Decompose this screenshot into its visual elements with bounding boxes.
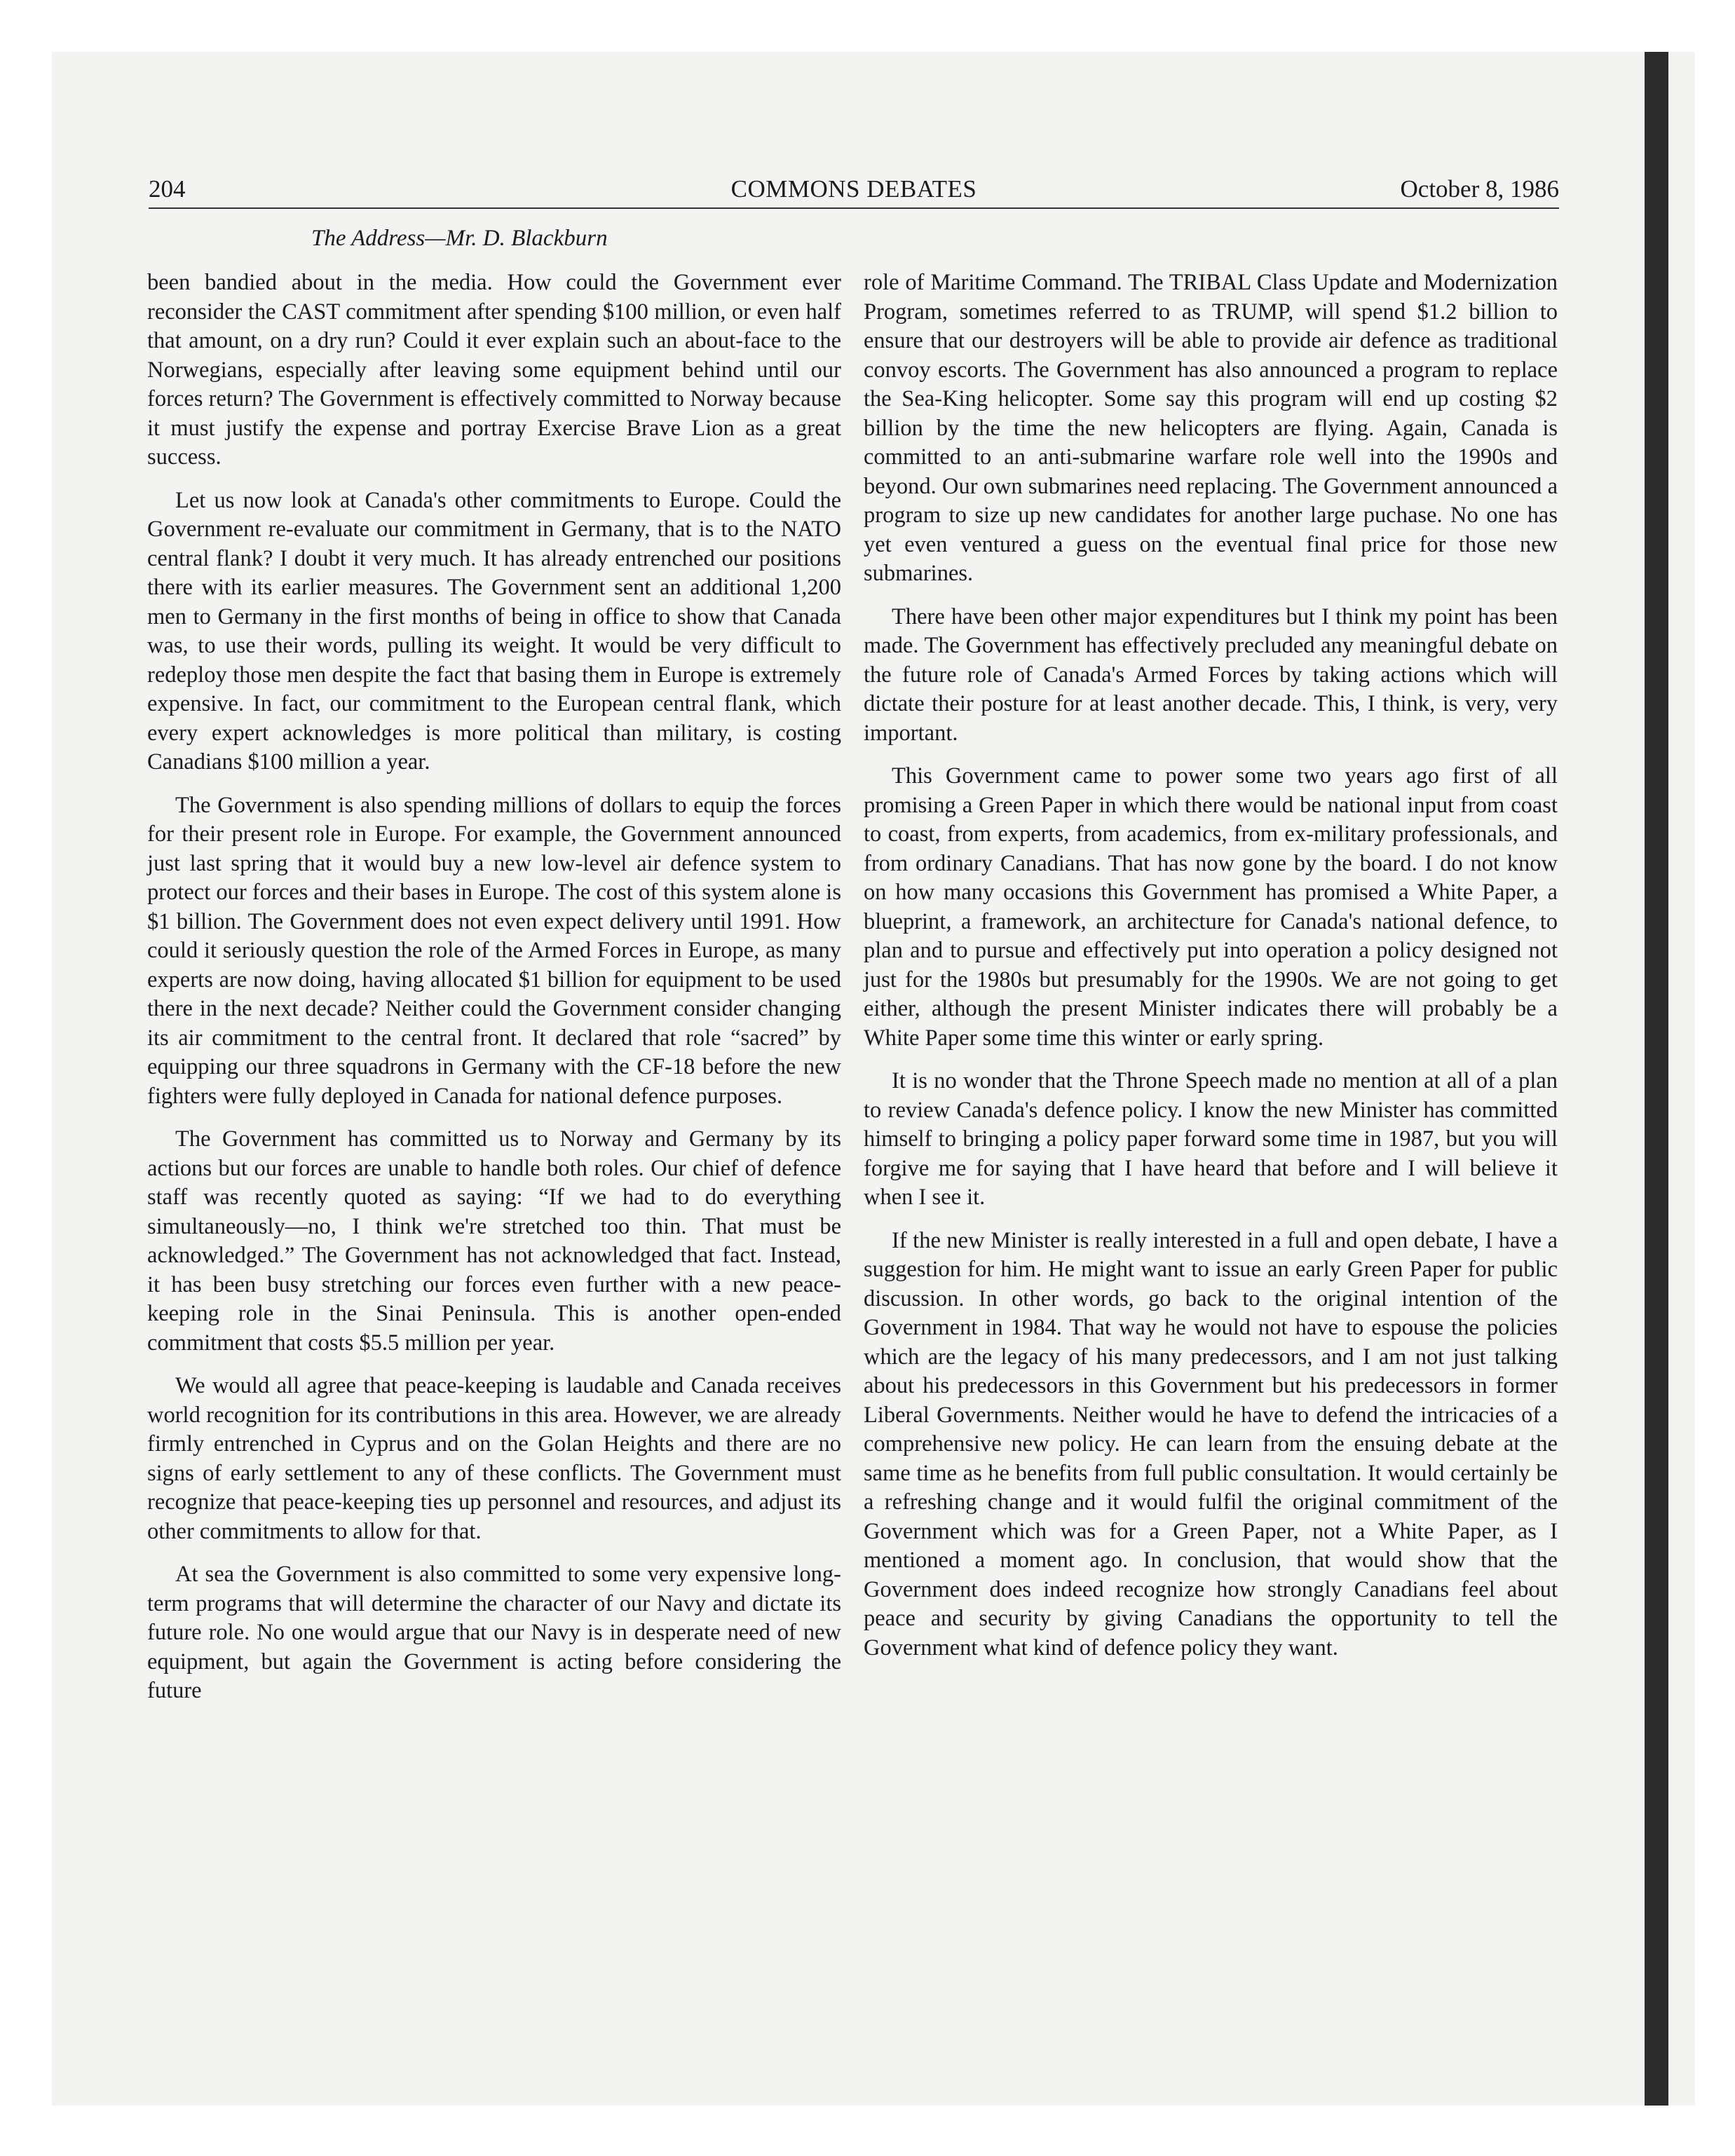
scan-edge-shadow — [1645, 52, 1668, 2106]
section-subheader: The Address—Mr. D. Blackburn — [311, 226, 608, 251]
paragraph: Let us now look at Canada's other commitments to Europe. Could the Government re-evaluate our commitment in Germany, that is to the NATO central flank? I doubt it very much. It has already entrenched our positions there with its earlier measures. The Government sent an additional 1,200 men to Germany in the first months of being in office to show that Canada was, to use their words, pulling its weight. It would be very difficult to redeploy those men despite the fact that basing them in Europe is extremely expensive. In fact, our commitment to the European central flank, which every expert acknowledges is more political than military, is costing Canadians $100 million a year. — [147, 487, 841, 775]
paragraph: been bandied about in the media. How could the Government ever reconsider the CAST commitment after spending $100 million, or even half that amount, on a dry run? Could it ever explain such an about-face to the Norwegians, especially after leaving some equipment behind until our forces return? The Government is effectively committed to Norway because it must justify the expense and portray Exercise Brave Lion as a great success. — [147, 270, 841, 470]
running-head — [149, 172, 1559, 209]
paragraph: The Government is also spending millions of dollars to equip the forces for their present role in Europe. For example, the Government announced just last spring that it would buy a new low-level air defence system to protect our forces and their bases in Europe. The cost of this system alone is $1 billion. The Government does not even expect delivery until 1991. How could it seriously question the role of the Armed Forces in Europe, as many experts are now doing, having allocated $1 billion for equipment to be used there in the next decade? Neither could the Government consider changing its air commitment to the central front. It declared that role “sacred” by equipping our three squadrons in Germany with the CF-18 before the new fighters were fully deployed in Canada for national defence purposes. — [147, 792, 841, 1109]
paragraph: We would all agree that peace-keeping is laudable and Canada receives world recognition for its contributions in this area. However, we are already firmly entrenched in Cyprus and on the Golan Heights and there are no signs of early settlement to any of these conflicts. The Government must recognize that peace-keeping ties up personnel and resources, and adjust its other commitments to allow for that. — [147, 1373, 841, 1544]
paragraph: There have been other major expenditures but I think my point has been made. The Government has effectively precluded any meaningful debate on the future role of Canada's Armed Forces by taking actions which will dictate their posture for at least another decade. This, I think, is very, very important. — [864, 603, 1558, 746]
paragraph: The Government has committed us to Norway and Germany by its actions but our forces are unable to handle both roles. Our chief of defence staff was recently quoted as saying: “If we had to do everything simultaneously—no, I think we're stretched too thin. That must be acknowledged.” The Government has not acknowledged that fact. Instead, it has been busy stretching our forces even further with a new peace-keeping role in the Sinai Peninsula. This is another open-ended commitment that costs $5.5 million per year. — [147, 1126, 841, 1356]
publication-date: October 8, 1986 — [1400, 175, 1559, 203]
right-column — [864, 268, 1558, 1677]
paragraph: role of Maritime Command. The TRIBAL Class Update and Modernization Program, sometimes referred to as TRUMP, will spend $1.2 billion to ensure that our destroyers will be able to provide air defence as traditional convoy escorts. The Government has also announced a program to replace the Sea-King helicopter. Some say this program will end up costing $2 billion by the time the new helicopters are flying. Again, Canada is committed to an anti-submarine warfare role well into the 1990s and beyond. Our own submarines need replacing. The Government announced a program to size up new candidates for another large puchase. No one has yet even ventured a guess on the eventual final price for those new submarines. — [864, 270, 1558, 586]
paragraph: At sea the Government is also committed to some very expensive long-term programs that will determine the character of our Navy and dictate its future role. No one would argue that our Navy is in desperate need of new equipment, but again the Government is acting before considering the future — [147, 1562, 841, 1703]
left-column — [147, 268, 841, 1720]
paragraph: If the new Minister is really interested in a full and open debate, I have a suggestion for him. He might want to issue an early Green Paper for public discussion. In other words, go back to the original intention of the Government in 1984. That way he would not have to espouse the policies which are the legacy of his many predecessors, and I am not just talking about his predecessors in this Government but his predecessors in former Liberal Governments. Neither would he have to defend the intricacies of a comprehensive new policy. He can learn from the ensuing debate at the same time as he benefits from full public consultation. It would certainly be a refreshing change and it would fulfil the original commitment of the Government which was for a Green Paper, not a White Paper, as I mentioned a moment ago. In conclusion, that would show that the Government does indeed recognize how strongly Canadians feel about peace and security by giving Canadians the opportunity to tell the Government what kind of defence policy they want. — [864, 1227, 1558, 1660]
paragraph: It is no wonder that the Throne Speech made no mention at all of a plan to review Canada's defence policy. I know the new Minister has committed himself to bringing a policy paper forward some time in 1987, but you will forgive me for saying that I have heard that before and I will believe it when I see it. — [864, 1068, 1558, 1210]
page-number: 204 — [149, 175, 186, 203]
paragraph: This Government came to power some two years ago first of all promising a Green Paper in which there would be national input from coast to coast, from experts, from academics, from ex-military professionals, and from ordinary Canadians. That has now gone by the board. I do not know on how many occasions this Government has promised a White Paper, a blueprint, a framework, an architecture for Canada's national defence, to plan and to pursue and effectively put into operation a policy designed not just for the 1980s but presumably for the 1990s. We are not going to get either, although the present Minister indicates there will probably be a White Paper some time this winter or early spring. — [864, 763, 1558, 1051]
publication-title: COMMONS DEBATES — [730, 175, 977, 203]
